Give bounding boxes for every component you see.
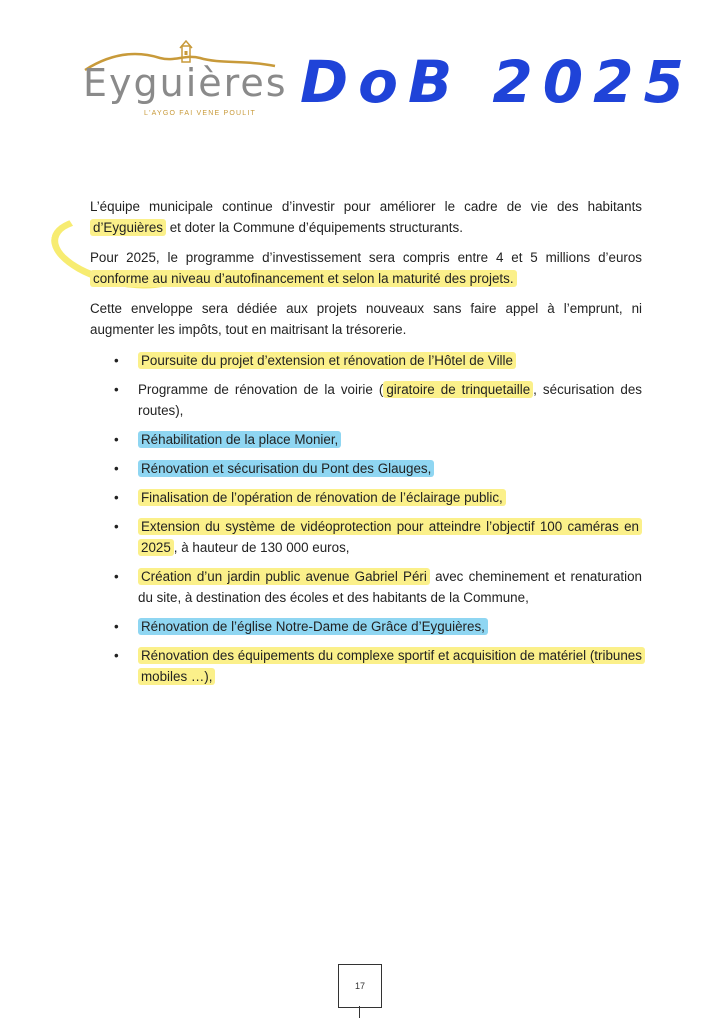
highlighted-text: Réhabilitation de la place Monier, (138, 431, 341, 448)
highlighted-text: Poursuite du projet d’extension et rénovation de l’Hôtel de Ville (138, 352, 516, 369)
bullet-icon: • (114, 382, 119, 397)
bullet-icon: • (114, 432, 119, 447)
text-segment: Cette enveloppe sera dédiée aux projets nouveaux sans faire appel à l’emprunt, ni augmenter les impôts, tout en maitrisant la trésorerie. (90, 301, 642, 337)
highlighted-text: Extension du système de vidéoprotection pour atteindre l’objectif 100 caméras en 2025 (138, 518, 642, 556)
paragraph (90, 196, 642, 238)
bullet-icon: • (114, 353, 119, 368)
document-body (90, 196, 642, 695)
list-item (90, 516, 642, 558)
highlighted-text: Rénovation et sécurisation du Pont des Glauges, (138, 460, 434, 477)
list-item (90, 429, 642, 450)
bullet-icon: • (114, 490, 119, 505)
list-item (90, 458, 642, 479)
logo-tagline: L'AYGO FAI VENE POULIT (144, 110, 257, 117)
eyguieres-logo (80, 40, 288, 120)
highlighted-text: conforme au niveau d’autofinancement et selon la maturité des projets. (90, 270, 517, 287)
handwritten-title: DoB 2025 (300, 48, 694, 116)
text-segment: avec cheminement et renaturation du site, à destination des écoles et des habitants de la Commune, (138, 569, 643, 605)
text-segment: Programme de rénovation de la voirie ( (138, 382, 384, 397)
highlighted-text: Rénovation de l’église Notre-Dame de Grâce d’Eyguières, (138, 618, 488, 635)
paragraph (90, 247, 642, 289)
bullet-icon: • (114, 519, 119, 534)
text-segment: , à hauteur de 130 000 euros, (173, 540, 350, 555)
list-item (90, 350, 642, 371)
bullet-icon: • (114, 461, 119, 476)
text-segment: L’équipe municipale continue d’investir pour améliorer le cadre de vie des habitants (90, 199, 642, 214)
highlighted-text: giratoire de trinquetaille (383, 381, 533, 398)
highlighted-text: d’Eyguières (90, 219, 166, 236)
text-segment: et doter la Commune d’équipements structurants. (165, 220, 463, 235)
intro-paragraphs (90, 196, 642, 340)
page-number-tick (359, 1006, 360, 1018)
investment-list (90, 350, 642, 687)
list-item (90, 616, 642, 637)
list-item (90, 487, 642, 508)
bullet-icon: • (114, 569, 119, 584)
logo-name: Eyguières (83, 61, 288, 105)
list-item (90, 645, 642, 687)
paragraph (90, 298, 642, 340)
text-segment: , sécurisation des routes), (138, 382, 642, 418)
highlighted-text: Création d’un jardin public avenue Gabriel Péri (138, 568, 430, 585)
highlighted-text: Finalisation de l’opération de rénovation de l’éclairage public, (138, 489, 506, 506)
highlighted-text: Rénovation des équipements du complexe sportif et acquisition de matériel (tribunes mobiles …), (138, 647, 645, 685)
text-segment: Pour 2025, le programme d’investissement sera compris entre 4 et 5 millions d’euros (90, 250, 642, 265)
list-item (90, 379, 642, 421)
list-item (90, 566, 642, 608)
bullet-icon: • (114, 619, 119, 634)
bullet-icon: • (114, 648, 119, 663)
page-number: 17 (338, 964, 382, 1008)
